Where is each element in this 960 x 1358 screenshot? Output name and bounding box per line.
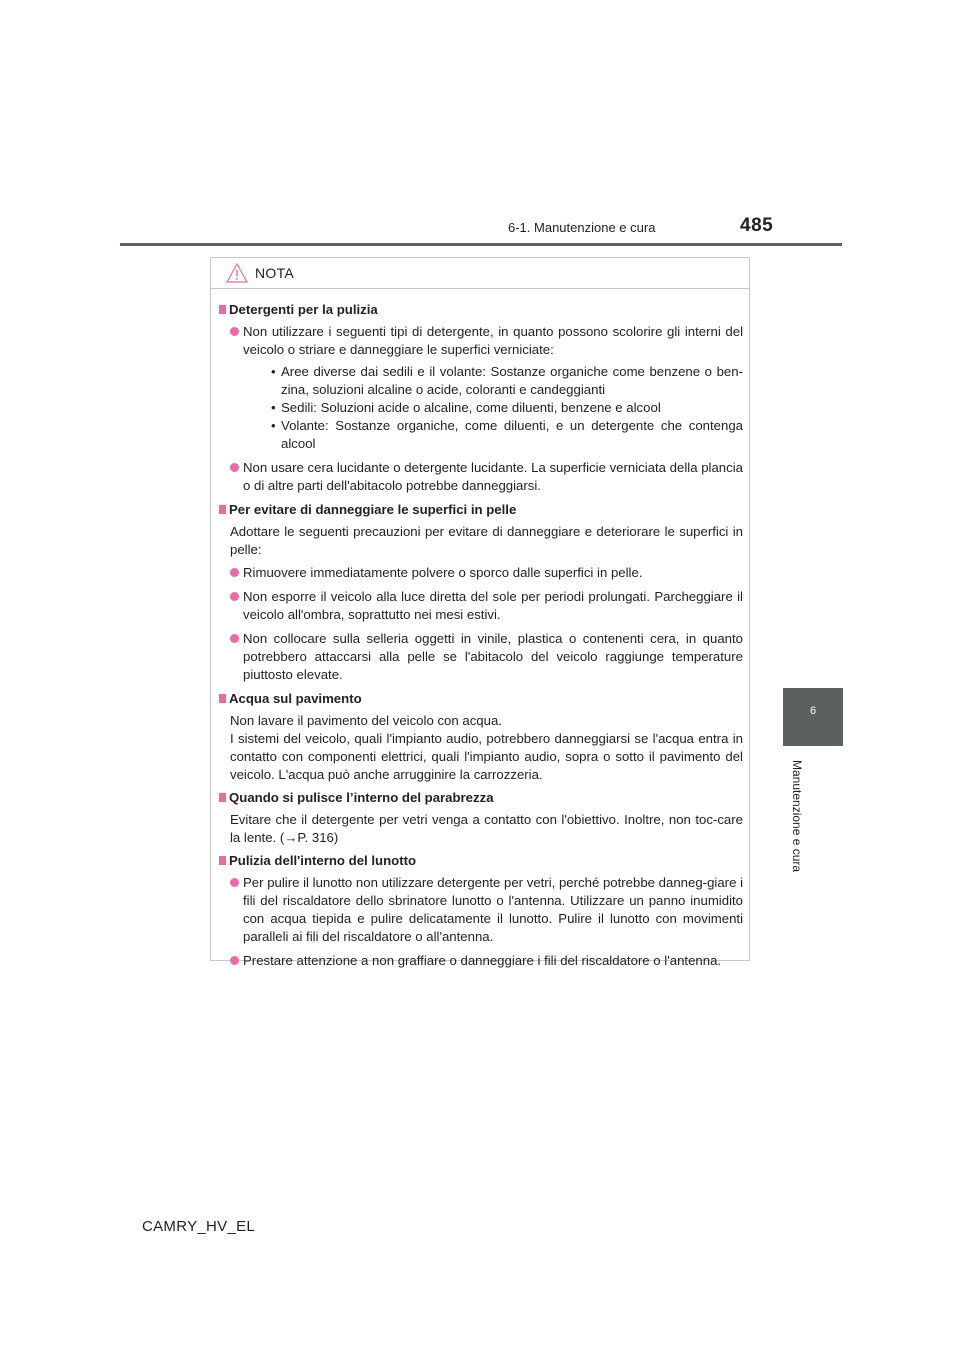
notice-title: NOTA <box>255 265 295 281</box>
square-bullet-icon <box>219 305 226 314</box>
chapter-tab <box>783 688 843 746</box>
section-title: Quando si pulisce l’interno del parabrezza <box>219 789 743 807</box>
section-paragraph: Adottare le seguenti precauzioni per evitare di danneggiare e deteriorare le superfici in pelle: <box>230 524 743 557</box>
square-bullet-icon <box>219 505 226 514</box>
list-item: Non usare cera lucidante o detergente lucidante. La superficie verniciata della plancia o di altre parti dell'abitacolo potrebbe danneggiarsi. <box>219 459 743 495</box>
list-item: Rimuovere immediatamente polvere o sporco dalle superfici in pelle. <box>219 564 743 582</box>
list-item: Non utilizzare i seguenti tipi di detergente, in quanto possono scolorire gli interni del veicolo o striare e danneggiare le superfici verniciate: • Aree diverse dai sedili e il volante: Sostanze organiche come benzene o ben-zina, soluzioni alcaline o acide, coloranti e candeggianti • Sedili: Soluzioni acide o alcaline, come diluenti, benzene e alcool • Volante: Sostanze organiche, come diluenti, e un detergente che contenga alcool <box>219 323 743 453</box>
circle-bullet-icon <box>230 463 239 472</box>
page-number: 485 <box>740 215 774 236</box>
square-bullet-icon <box>219 694 226 703</box>
list-item: Non esporre il veicolo alla luce diretta del sole per periodi prolungati. Parcheggiare il veicolo all'ombra, soprattutto nei mesi estivi. <box>219 588 743 624</box>
section-title: Acqua sul pavimento <box>219 690 743 708</box>
section-paragraph: I sistemi del veicolo, quali l'impianto audio, potrebbero danneggiarsi se l'acqua entra in contatto con componenti elettrici, quali l'impianto audio, sopra o sotto il pavimento del veicolo. L'acqua può anche arrugginire la carrozzeria. <box>230 731 743 782</box>
sub-item: • Sedili: Soluzioni acide o alcaline, come diluenti, benzene e alcool <box>271 400 661 415</box>
sub-item: • Aree diverse dai sedili e il volante: Sostanze organiche come benzene o ben-zina, soluzioni alcaline o acide, coloranti e candeggianti <box>271 364 743 397</box>
notice-box <box>210 257 750 968</box>
notice-body <box>211 289 749 970</box>
section-title: Pulizia dell'interno del lunotto <box>219 852 743 870</box>
section-title: Per evitare di danneggiare le superfici in pelle <box>219 501 743 519</box>
section-paragraph: Evitare che il detergente per vetri venga a contatto con l'obiettivo. Inoltre, non toc-care la lente. (→P. 316) <box>230 812 743 845</box>
warning-triangle-icon <box>226 263 248 283</box>
list-item: Per pulire il lunotto non utilizzare detergente per vetri, perché potrebbe danneg-giare i fili del riscaldatore dello sbrinatore lunotto o l'antenna. Utilizzare un panno inumidito con acqua tiepida e pulire delicatamente il lunotto. Pulire il lunotto con movimenti paralleli ai fili del riscaldatore o all'antenna. <box>219 874 743 946</box>
circle-bullet-icon <box>230 568 239 577</box>
chapter-number: 6 <box>809 705 817 717</box>
square-bullet-icon <box>219 856 226 865</box>
notice-header <box>211 258 749 289</box>
circle-bullet-icon <box>230 592 239 601</box>
chapter-label: Manutenzione e cura <box>790 760 804 873</box>
section-title: Detergenti per la pulizia <box>219 301 743 319</box>
footer-model-code: CAMRY_HV_EL <box>142 1218 256 1235</box>
circle-bullet-icon <box>230 327 239 336</box>
circle-bullet-icon <box>230 956 239 965</box>
square-bullet-icon <box>219 793 226 802</box>
header-rule <box>120 243 842 246</box>
circle-bullet-icon <box>230 878 239 887</box>
section-paragraph: Non lavare il pavimento del veicolo con acqua. <box>230 713 502 728</box>
sub-list <box>243 363 743 453</box>
circle-bullet-icon <box>230 634 239 643</box>
list-item: Non collocare sulla selleria oggetti in vinile, plastica o contenenti cera, in quanto potrebbero attaccarsi alla pelle se l'abitacolo del veicolo raggiunge temperature piuttosto elevate. <box>219 630 743 684</box>
sub-item: • Volante: Sostanze organiche, come diluenti, e un detergente che contenga alcool <box>271 418 743 451</box>
running-header-section: 6-1. Manutenzione e cura <box>508 220 656 235</box>
list-item: Prestare attenzione a non graffiare o danneggiare i fili del riscaldatore o l'antenna. <box>219 952 743 970</box>
